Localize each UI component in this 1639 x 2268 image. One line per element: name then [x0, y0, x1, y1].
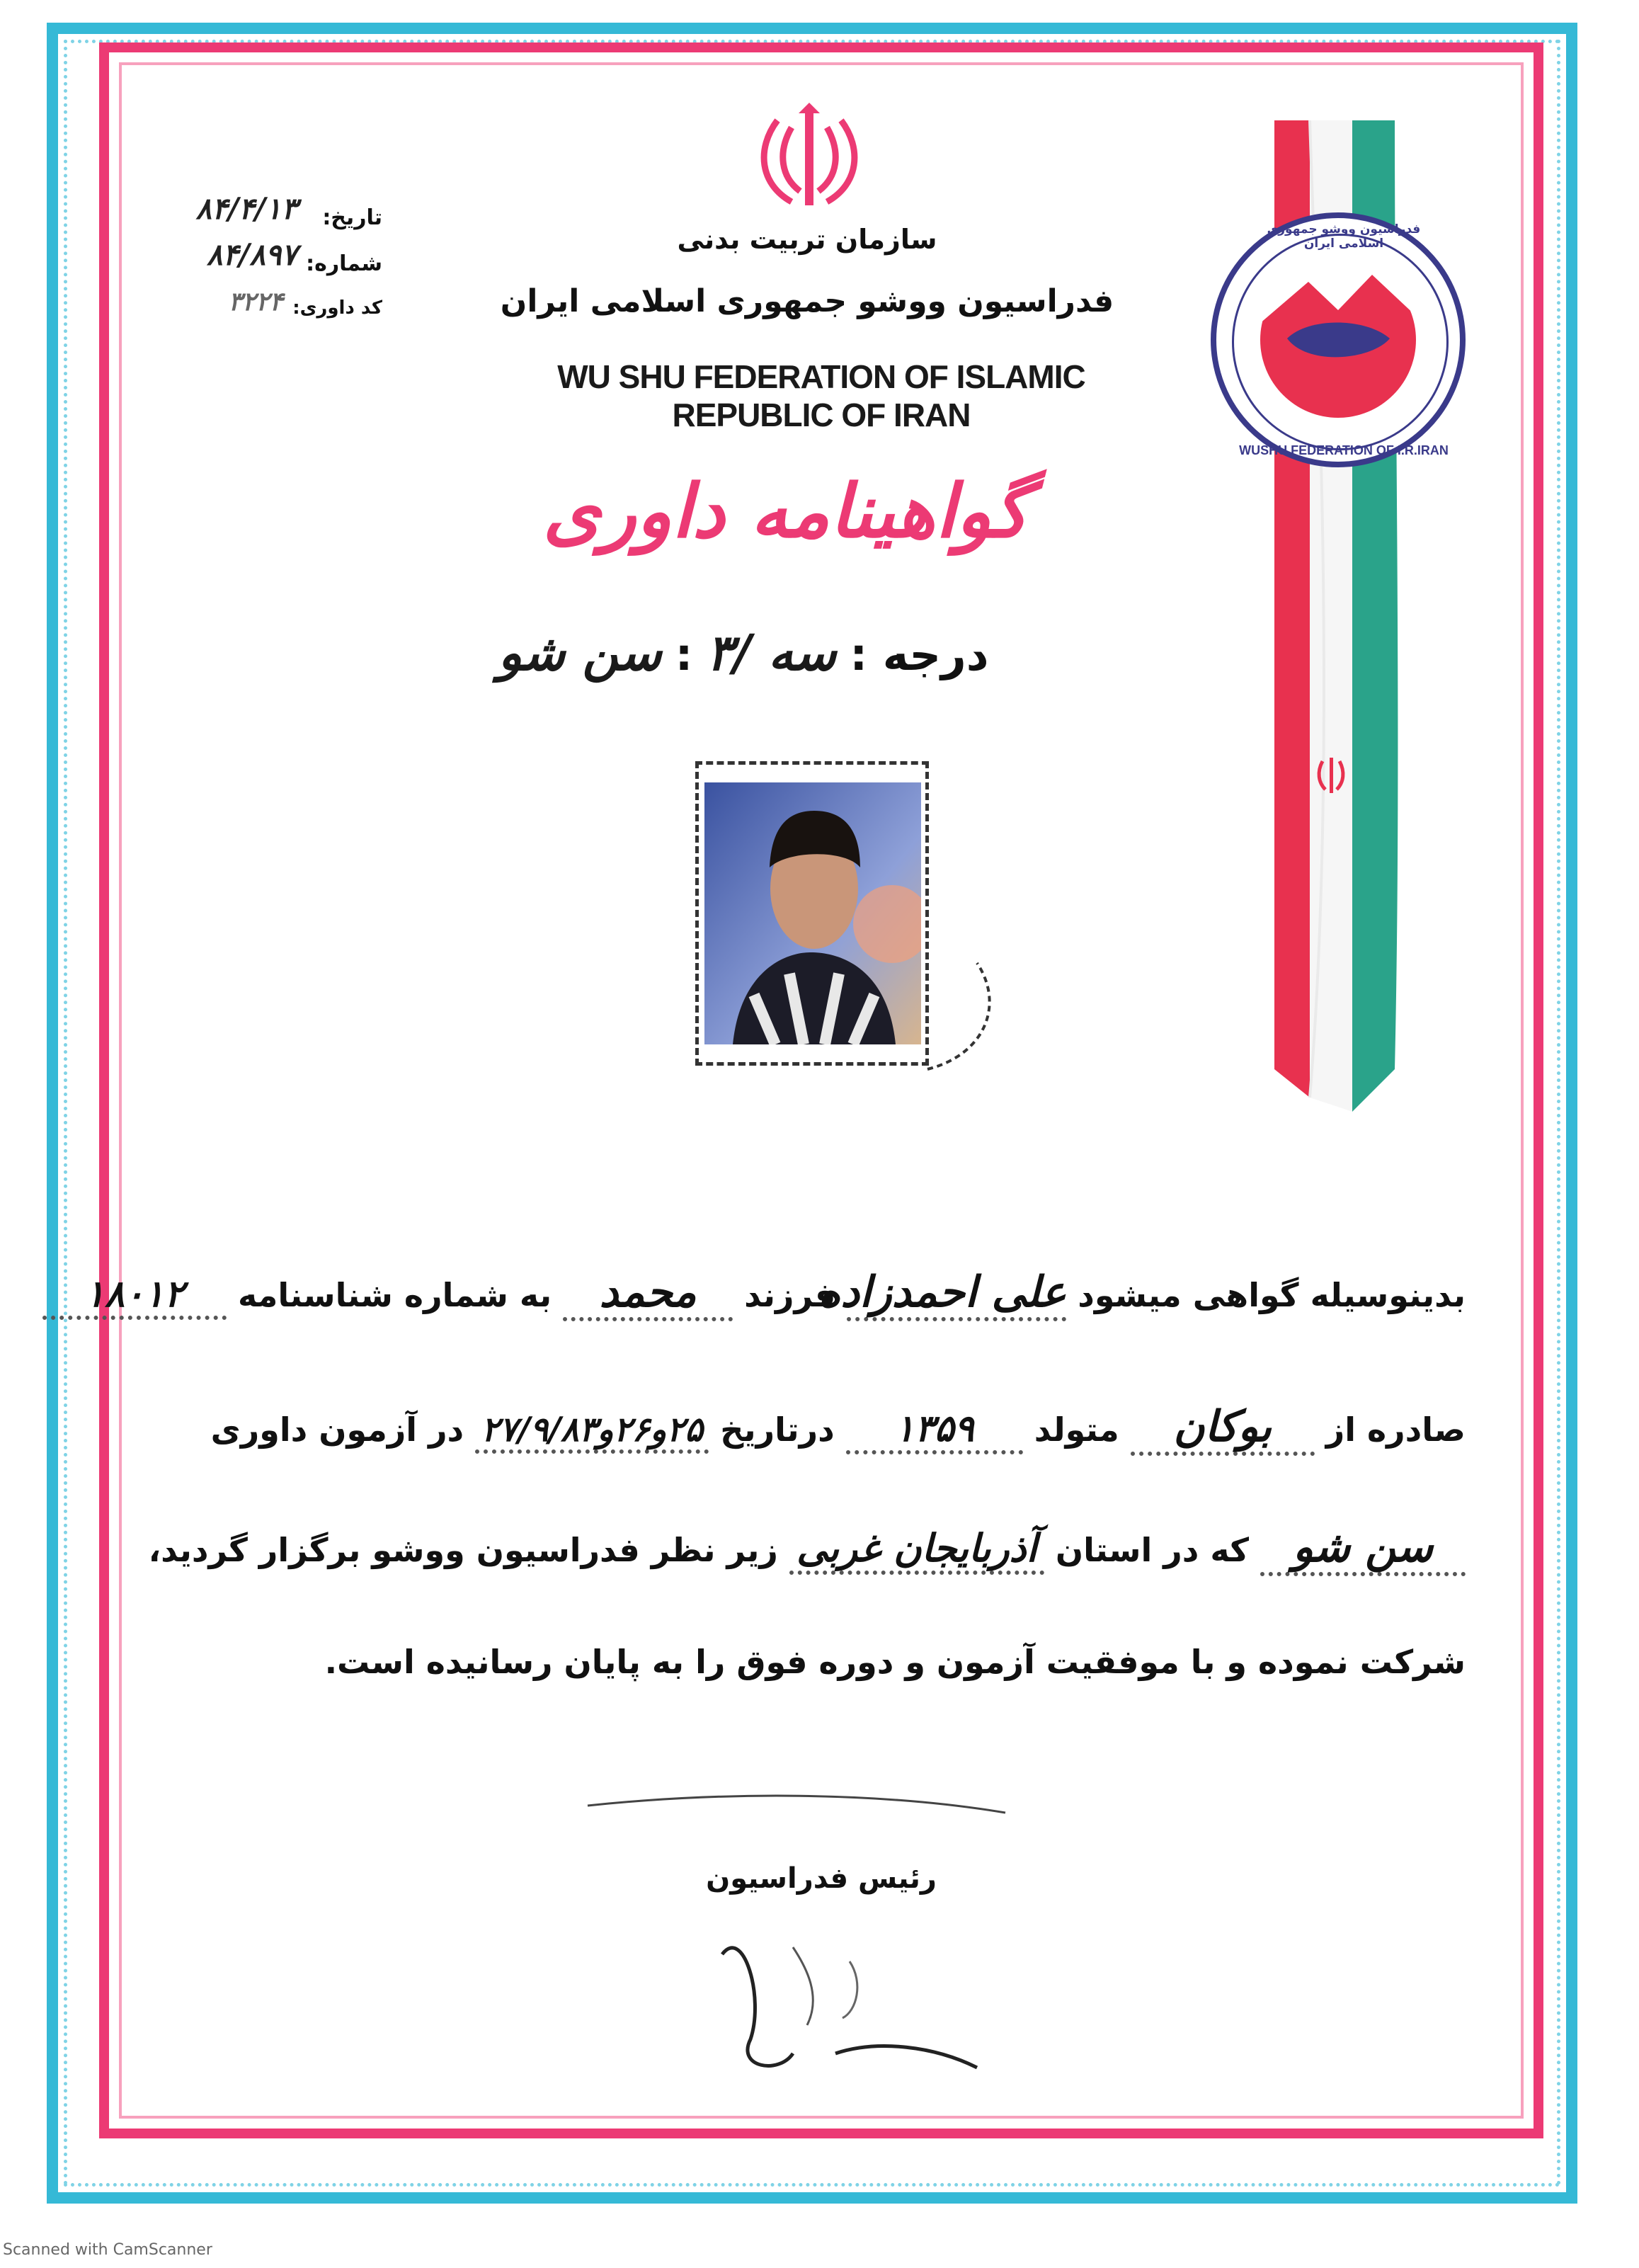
- org-line: سازمان تربیت بدنی: [677, 224, 937, 255]
- text-hereby-certified: بدینوسیله گواهی میشود: [1078, 1276, 1466, 1314]
- federation-name-en: WU SHU FEDERATION OF ISLAMIC REPUBLIC OF IRAN: [557, 358, 1085, 433]
- degree-value: سه /۳: [706, 623, 837, 682]
- text-in-province: که در استان: [1055, 1531, 1249, 1569]
- degree-field: سن شو: [498, 623, 662, 682]
- field-exam-dates: ۲۵و۲۶و۲۷/۹/۸۳: [481, 1410, 703, 1449]
- text-id-number: به شماره شناسنامه: [237, 1276, 552, 1314]
- stamp-arc-icon: [913, 949, 1020, 1076]
- date-label: تاریخ:: [322, 205, 382, 230]
- number-label: شماره:: [306, 251, 382, 276]
- seal-text-en: WUSHU FEDERATION OF I.R.IRAN: [1239, 443, 1449, 457]
- scanner-watermark: Scanned with CamScanner: [3, 2241, 212, 2259]
- body-line-3: [148, 1522, 1466, 1576]
- person-photo-icon: [704, 782, 921, 1044]
- field-father-name: محمد: [599, 1267, 697, 1317]
- federation-name-fa: فدراسیون ووشو جمهوری اسلامی ایران: [500, 283, 1114, 319]
- text-on-date: درتاریخ: [720, 1411, 835, 1449]
- body-line-2: [163, 1402, 1466, 1456]
- signature-scribble-icon: [581, 1784, 1020, 2082]
- iran-emblem-icon: [749, 99, 869, 220]
- photo-frame: [695, 761, 929, 1066]
- date-value: ۸۴/۴/۱۳: [195, 191, 297, 226]
- body-line-1: [85, 1267, 1466, 1321]
- number-value: ۸۴/۸۹۷: [206, 237, 297, 272]
- federation-seal: [1211, 212, 1466, 467]
- field-birth-year: ۱۳۵۹: [894, 1407, 974, 1450]
- text-child-of: فرزند: [744, 1276, 836, 1314]
- text-under-federation: زیر نظر فدراسیون ووشو برگزار گردید،: [148, 1531, 778, 1569]
- signature-title: رئیس فدراسیون: [706, 1862, 937, 1895]
- code-label: کد داوری:: [292, 297, 382, 319]
- certificate-title: گواهینامه داوری: [542, 467, 1029, 554]
- field-discipline: سن شو: [1292, 1522, 1434, 1572]
- seal-emblem-icon: [1259, 261, 1417, 419]
- body-line-4: شرکت نموده و با موفقیت آزمون و دوره فوق را به پایان رسانیده است.: [324, 1643, 1466, 1681]
- seal-text-fa: فدراسیون ووشو جمهوری اسلامی ایران: [1267, 222, 1421, 251]
- code-value: ۳۲۲۴: [228, 287, 283, 317]
- degree-label: درجه :: [850, 629, 989, 680]
- text-issued-from: صادره از: [1325, 1411, 1466, 1449]
- degree-line: [496, 623, 991, 682]
- text-in-exam: در آزمون داوری: [210, 1411, 464, 1449]
- field-name: علی احمدزاده: [818, 1267, 1067, 1317]
- degree-separator: :: [675, 629, 693, 680]
- meta-block: [156, 191, 382, 333]
- text-born: متولد: [1034, 1411, 1119, 1449]
- field-id-number: ۱۸۰۱۲: [85, 1272, 184, 1316]
- field-province: آذربایجان غربی: [796, 1525, 1037, 1571]
- field-issued-from: بوکان: [1173, 1402, 1272, 1452]
